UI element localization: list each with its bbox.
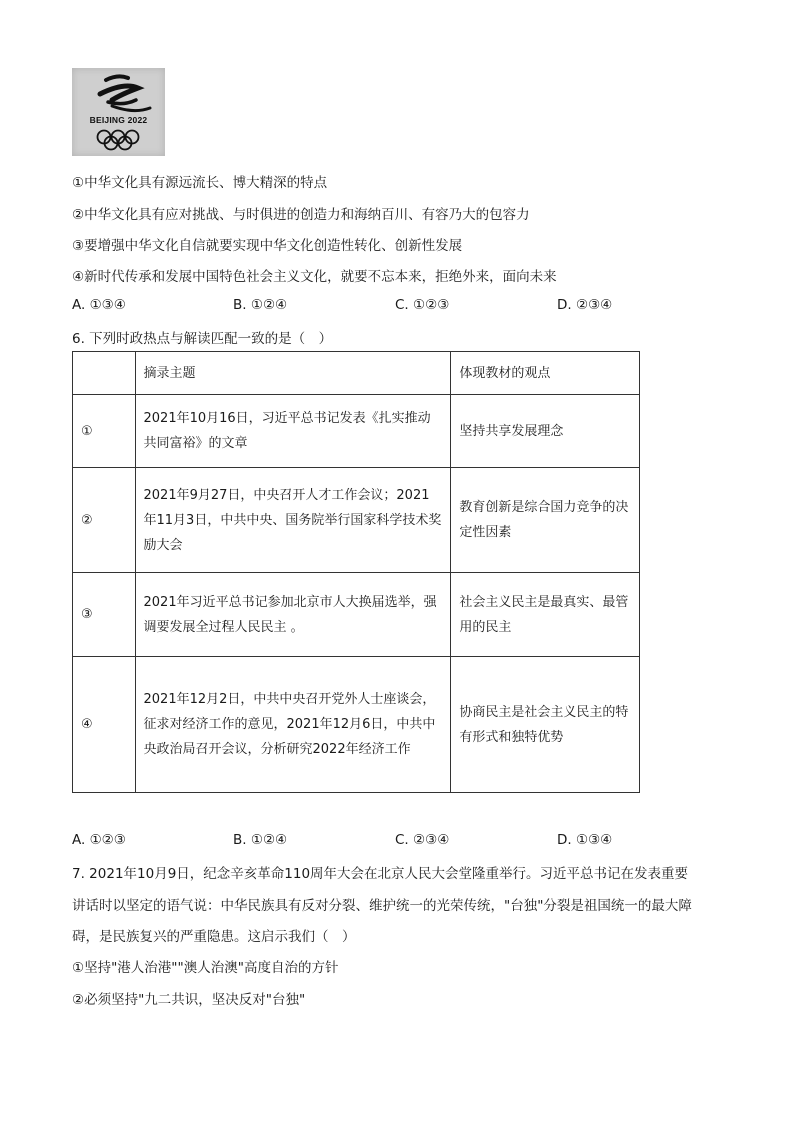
emblem-graphic [72,68,165,156]
q5-statement-4: ④新时代传承和发展中国特色社会主义文化，就要不忘本来，拒绝外来，面向未来 [72,269,557,285]
q6-stem: 6. 下列时政热点与解读匹配一致的是（ ） [72,331,333,347]
row-number: ① [73,395,136,468]
table-row [73,573,640,657]
beijing-2022-winter-olympics-emblem [72,68,165,156]
row-view: 教育创新是综合国力竞争的决定性因素 [451,468,640,573]
table-row [73,657,640,793]
q5-option-c[interactable]: C. ①②③ [395,297,450,313]
row-topic: 2021年9月27日，中央召开人才工作会议；2021年11月3日，中共中央、国务院举行国家科学技术奖励大会 [135,468,451,573]
q5-option-d[interactable]: D. ②③④ [557,297,613,313]
q7-statement-1: ①坚持"港人治港""澳人治澳"高度自治的方针 [72,960,339,976]
q5-statement-3: ③要增强中华文化自信就要实现中华文化创造性转化、创新性发展 [72,238,463,254]
q6-option-d[interactable]: D. ①③④ [557,832,613,848]
q7-statement-2: ②必须坚持"九二共识，坚决反对"台独" [72,992,306,1008]
table-row [73,395,640,468]
q5-option-a[interactable]: A. ①③④ [72,297,126,313]
q5-option-b[interactable]: B. ①②④ [233,297,288,313]
q6-options [72,832,672,850]
row-topic: 2021年12月2日，中共中央召开党外人士座谈会，征求对经济工作的意见，2021年12月6日，中共中央政治局召开会议，分析研究2022年经济工作 [135,657,451,793]
emblem-wordmark: BEIJING 2022 [89,115,148,125]
q5-statement-1: ①中华文化具有源远流长、博大精深的特点 [72,175,328,191]
row-view: 协商民主是社会主义民主的特有形式和独特优势 [451,657,640,793]
header-cell-view: 体现教材的观点 [451,352,640,395]
q7-stem-line-3: 碍，是民族复兴的严重隐患。这启示我们（ ） [72,929,356,945]
row-topic: 2021年10月16日，习近平总书记发表《扎实推动共同富裕》的文章 [135,395,451,468]
header-cell-topic: 摘录主题 [135,352,451,395]
q6-table [72,351,640,793]
q6-option-c[interactable]: C. ②③④ [395,832,450,848]
q7-stem-line-1: 7. 2021年10月9日，纪念辛亥革命110周年大会在北京人民大会堂隆重举行。习近平总书记在发表重要 [72,866,689,882]
row-view: 社会主义民主是最真实、最管用的民主 [451,573,640,657]
q6-option-a[interactable]: A. ①②③ [72,832,126,848]
q6-option-b[interactable]: B. ①②④ [233,832,288,848]
row-view: 坚持共享发展理念 [451,395,640,468]
q7-stem-line-2: 讲话时以坚定的语气说：中华民族具有反对分裂、维护统一的光荣传统，"台独"分裂是祖国统一的最大障 [72,898,692,914]
table-header-row [73,352,640,395]
row-number: ③ [73,573,136,657]
q5-options [72,297,672,315]
row-topic: 2021年习近平总书记参加北京市人大换届选举，强调要发展全过程人民民主 。 [135,573,451,657]
row-number: ② [73,468,136,573]
header-cell-number [73,352,136,395]
row-number: ④ [73,657,136,793]
q5-statement-2: ②中华文化具有应对挑战、与时俱进的创造力和海纳百川、有容乃大的包容力 [72,207,530,223]
table-row [73,468,640,573]
